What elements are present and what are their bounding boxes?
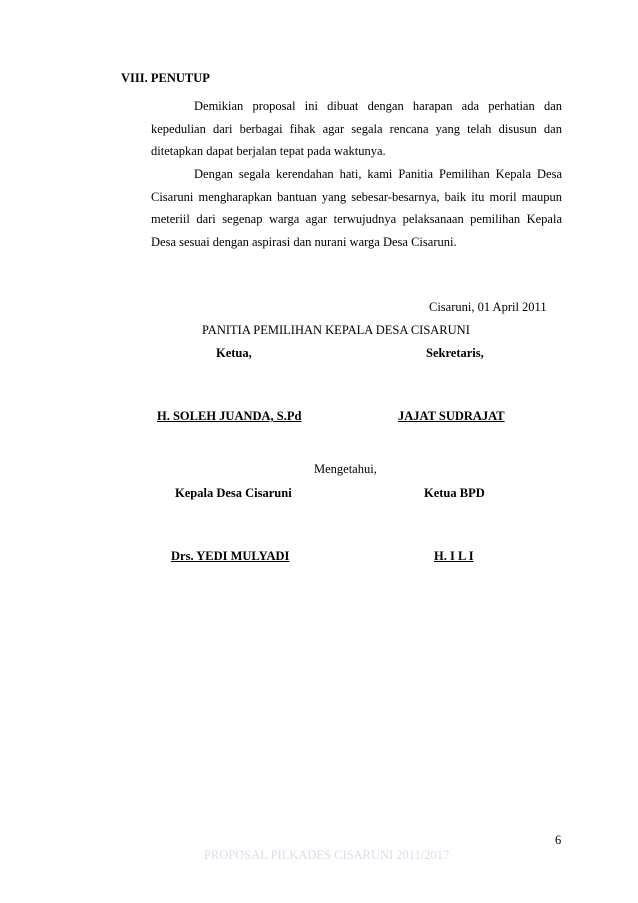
secretary-name: JAJAT SUDRAJAT [398, 409, 505, 423]
bpd-head-name: H. I L I [434, 549, 474, 563]
paragraph-text: Demikian proposal ini dibuat dengan harapan ada perhatian dan kepedulian dari berbagai fihak agar segala rencana yang telah disusun dan ditetapkan dapat berjalan tepat pada waktunya. [151, 99, 562, 158]
section-heading: VIII. PENUTUP [121, 71, 210, 85]
village-head-title: Kepala Desa Cisaruni [175, 486, 292, 500]
committee-name: PANITIA PEMILIHAN KEPALA DESA CISARUNI [202, 323, 470, 337]
closing-paragraph-2 [151, 163, 562, 253]
place-date: Cisaruni, 01 April 2011 [429, 300, 547, 314]
closing-paragraph-1 [151, 95, 562, 163]
paragraph-text: Dengan segala kerendahan hati, kami Panitia Pemilihan Kepala Desa Cisaruni mengharapkan bantuan yang sebesar-besarnya, baik itu moril maupun meteriil dari segenap warga agar terwujudnya pelaksanaan pemilihan Kepala Desa sesuai dengan aspirasi dan nurani warga Desa Cisaruni. [151, 167, 562, 249]
secretary-title: Sekretaris, [426, 346, 484, 360]
chair-name: H. SOLEH JUANDA, S.Pd [157, 409, 302, 423]
chair-title: Ketua, [216, 346, 252, 360]
acknowledged-label: Mengetahui, [314, 462, 377, 476]
page-footer: PROPOSAL PILKADES CISARUNI 2011/2017 [204, 848, 450, 862]
page-number: 6 [555, 833, 562, 847]
village-head-name: Drs. YEDI MULYADI [171, 549, 290, 563]
bpd-head-title: Ketua BPD [424, 486, 485, 500]
